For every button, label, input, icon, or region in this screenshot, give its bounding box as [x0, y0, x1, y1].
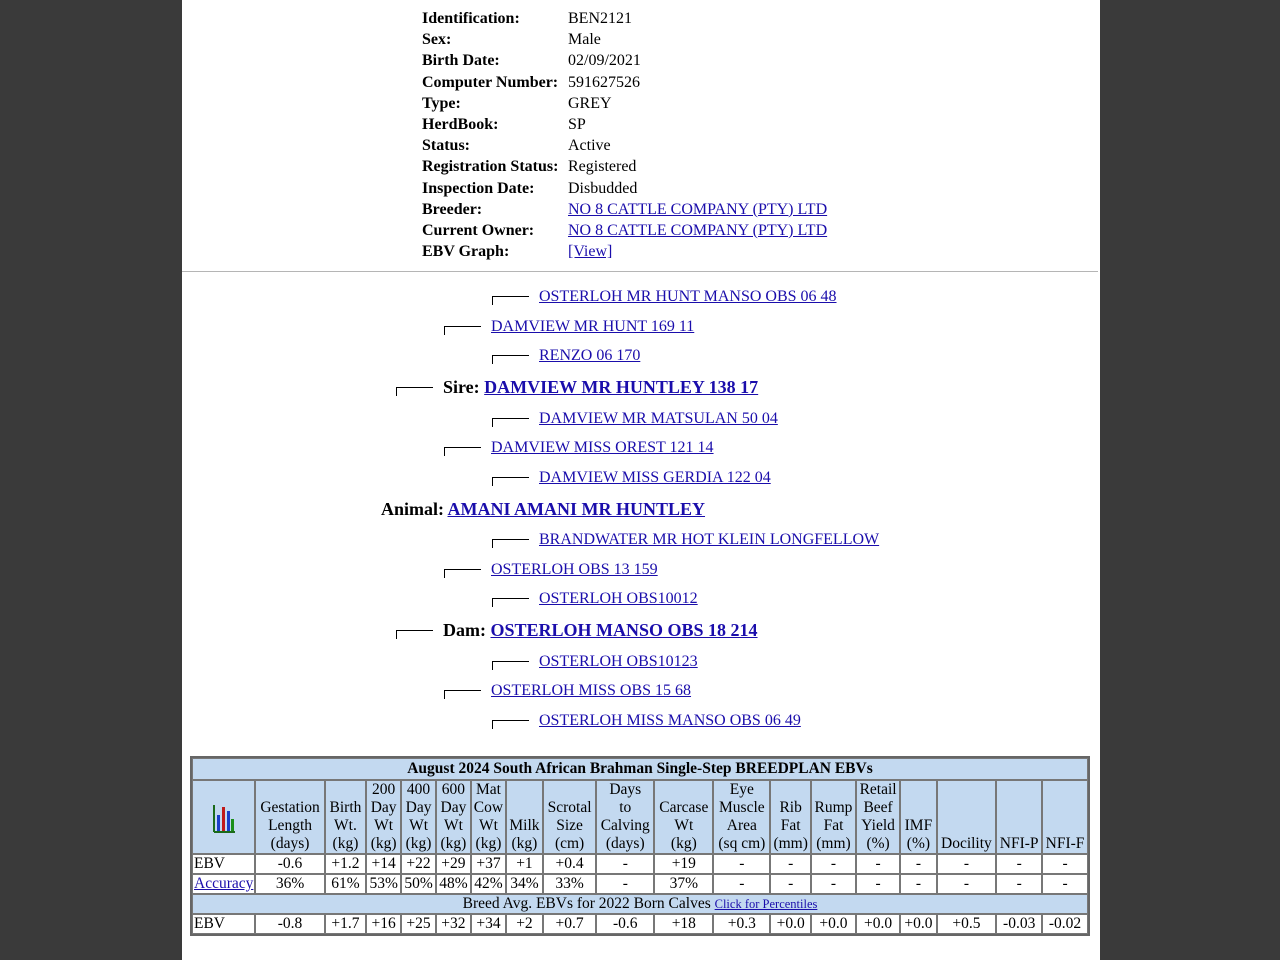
pedigree-connector — [396, 630, 433, 639]
pedigree-connector — [492, 720, 529, 729]
breed-avg-value: -0.6 — [596, 914, 654, 934]
column-header — [325, 780, 366, 854]
column-header-line: NFI-F — [1045, 835, 1085, 852]
breed-avg-value: +0.0 — [900, 914, 936, 934]
column-header-line: (kg) — [405, 835, 432, 852]
detail-label: Computer Number: — [422, 73, 559, 91]
breed-avg-value: +25 — [401, 914, 436, 934]
column-header-line: Docility — [941, 835, 992, 852]
detail-value: 02/09/2021 — [568, 52, 641, 70]
column-header-line: 600 — [441, 781, 466, 798]
pedigree-connector — [492, 661, 529, 670]
column-header — [900, 780, 936, 854]
pedigree-sire — [396, 377, 758, 397]
column-header-line: Cow — [473, 799, 504, 816]
dam-label: Dam: — [443, 620, 486, 640]
pedigree-sire-dam — [444, 438, 714, 458]
animal-details — [422, 8, 827, 262]
ebv-value: - — [937, 854, 997, 874]
detail-label: EBV Graph: — [422, 243, 510, 261]
breed-avg-row-label: EBV — [192, 914, 255, 934]
accuracy-value: 61% — [325, 874, 366, 894]
column-header — [401, 780, 436, 854]
pedigree-sire-sire — [444, 317, 694, 337]
accuracy-value: - — [596, 874, 654, 894]
column-header-line: Area — [726, 817, 757, 834]
detail-value: Disbudded — [568, 179, 638, 197]
column-header-line: Fat — [823, 817, 844, 834]
column-header-line: Days — [609, 781, 642, 798]
pedigree-link[interactable]: DAMVIEW MISS OREST 121 14 — [491, 439, 714, 456]
column-header — [811, 780, 856, 854]
pedigree-dam-sire-dam — [492, 589, 698, 609]
breed-avg-value: +1.7 — [325, 914, 366, 934]
ebv-row — [192, 854, 1088, 874]
column-header-line: Muscle — [719, 799, 765, 816]
accuracy-value: 53% — [366, 874, 401, 894]
pedigree-connector — [492, 477, 529, 486]
ebv-value: +22 — [401, 854, 436, 874]
column-header-line: (kg) — [475, 835, 502, 852]
detail-row — [422, 178, 827, 199]
pedigree-animal — [381, 499, 705, 519]
breed-avg-text: Breed Avg. EBVs for 2022 Born Calves — [462, 895, 711, 912]
column-header-line: Wt — [674, 817, 694, 834]
column-header-line: Rib — [779, 799, 802, 816]
breed-avg-value: -0.02 — [1042, 914, 1088, 934]
detail-row — [422, 199, 827, 220]
page-content — [182, 0, 1100, 960]
column-header-line: (cm) — [554, 835, 585, 852]
column-header-line: (kg) — [511, 835, 538, 852]
breed-avg-value: +0.3 — [713, 914, 770, 934]
column-header — [596, 780, 654, 854]
detail-row — [422, 220, 827, 241]
chart-icon-cell[interactable] — [192, 780, 255, 854]
pedigree-dam-dam-dam — [492, 711, 801, 731]
pedigree-link[interactable]: DAMVIEW MISS GERDIA 122 04 — [539, 469, 771, 486]
ebv-value: +14 — [366, 854, 401, 874]
column-header-line: Yield — [861, 817, 895, 834]
accuracy-value: - — [900, 874, 936, 894]
column-header-line: (mm) — [773, 835, 808, 852]
column-header-line: Retail — [859, 781, 897, 798]
column-header-line: IMF — [904, 817, 933, 834]
pedigree-connector — [444, 447, 481, 456]
ebv-value: +29 — [436, 854, 471, 874]
column-header — [856, 780, 900, 854]
column-header-line: Day — [405, 799, 432, 816]
pedigree-connector — [492, 418, 529, 427]
accuracy-value: - — [996, 874, 1042, 894]
column-header — [436, 780, 471, 854]
accuracy-value: 42% — [471, 874, 506, 894]
column-header-line: (days) — [605, 835, 645, 852]
column-header-line: Carcase — [659, 799, 709, 816]
detail-label: Sex: — [422, 31, 452, 49]
column-header-line: Size — [556, 817, 583, 834]
pedigree-sire-sire-dam — [492, 346, 640, 366]
column-header — [506, 780, 543, 854]
column-header-line: to — [619, 799, 632, 816]
accuracy-value: - — [713, 874, 770, 894]
pedigree-link[interactable]: DAMVIEW MR MATSULAN 50 04 — [539, 410, 778, 427]
column-header-line: Birth — [329, 799, 362, 816]
pedigree-dam-dam-sire — [492, 652, 698, 672]
accuracy-value: - — [770, 874, 811, 894]
ebv-value: +1.2 — [325, 854, 366, 874]
breed-avg-value: +0.5 — [937, 914, 997, 934]
breed-avg-value: +18 — [654, 914, 713, 934]
animal-link[interactable]: AMANI AMANI MR HUNTLEY — [447, 499, 706, 519]
column-header-line: (kg) — [332, 835, 359, 852]
pedigree-connector — [396, 387, 433, 396]
column-header-line: (kg) — [670, 835, 697, 852]
detail-row — [422, 50, 827, 71]
breed-avg-value: -0.03 — [996, 914, 1042, 934]
percentiles-link[interactable]: Click for Percentiles — [714, 897, 818, 911]
column-header-line: 400 — [406, 781, 431, 798]
pedigree-dam — [396, 620, 758, 640]
pedigree-connector — [492, 296, 529, 305]
accuracy-row-label[interactable] — [192, 874, 255, 894]
column-header-line: Mat — [475, 781, 501, 798]
detail-link[interactable]: [View] — [568, 243, 613, 261]
breed-avg-row — [192, 914, 1088, 934]
ebv-value: +37 — [471, 854, 506, 874]
ebv-value: - — [856, 854, 900, 874]
ebv-value: +19 — [654, 854, 713, 874]
breed-avg-caption — [192, 894, 1088, 914]
breed-avg-value: +16 — [366, 914, 401, 934]
column-header — [366, 780, 401, 854]
column-header-line: Length — [268, 817, 312, 834]
column-header — [471, 780, 506, 854]
detail-value: Registered — [568, 158, 637, 176]
pedigree-link[interactable]: OSTERLOH OBS 13 159 — [491, 561, 658, 578]
detail-label: Birth Date: — [422, 52, 500, 70]
breed-avg-caption-row — [192, 894, 1088, 914]
accuracy-value: 34% — [506, 874, 543, 894]
column-header — [713, 780, 770, 854]
ebv-value: -0.6 — [255, 854, 324, 874]
column-header-line: Milk — [509, 817, 540, 834]
column-header-line: Wt — [478, 817, 498, 834]
ebv-value: +1 — [506, 854, 543, 874]
detail-value: BEN2121 — [568, 10, 632, 27]
column-header — [1042, 780, 1088, 854]
breed-avg-value: +0.7 — [543, 914, 597, 934]
pedigree-link[interactable]: OSTERLOH MISS MANSO OBS 06 49 — [539, 712, 801, 729]
ebv-header-row — [192, 780, 1088, 854]
detail-link[interactable]: NO 8 CATTLE COMPANY (PTY) LTD — [568, 200, 828, 218]
column-header-line: Wt — [409, 817, 428, 834]
detail-link[interactable]: NO 8 CATTLE COMPANY (PTY) LTD — [568, 221, 828, 239]
detail-label: Status: — [422, 137, 471, 155]
column-header-line: Scrotal — [547, 799, 592, 816]
detail-label: Registration Status: — [422, 158, 559, 176]
detail-row — [422, 72, 827, 93]
detail-value: 591627526 — [568, 73, 640, 91]
ebv-value: - — [811, 854, 856, 874]
ebv-value: - — [596, 854, 654, 874]
pedigree-link[interactable]: OSTERLOH OBS10012 — [539, 590, 698, 607]
column-header-line: Calving — [600, 817, 650, 834]
detail-value: GREY — [568, 94, 612, 112]
breed-avg-value: +2 — [506, 914, 543, 934]
column-header — [654, 780, 713, 854]
accuracy-value: 37% — [654, 874, 713, 894]
detail-label: Inspection Date: — [422, 179, 535, 197]
column-header-line: Wt — [374, 817, 394, 834]
breed-avg-value: +0.0 — [770, 914, 811, 934]
ebv-row-label: EBV — [192, 854, 255, 874]
pedigree-link[interactable]: RENZO 06 170 — [539, 347, 641, 364]
bar-chart-icon[interactable] — [212, 801, 236, 833]
column-header-line: NFI-P — [999, 835, 1039, 852]
detail-value: SP — [568, 115, 586, 133]
divider — [182, 271, 1098, 272]
accuracy-link[interactable]: Accuracy — [194, 875, 254, 892]
pedigree-connector — [444, 326, 481, 335]
ebv-table — [190, 756, 1090, 936]
pedigree-dam-sire-sire — [492, 530, 879, 550]
column-header-line: Beef — [863, 799, 893, 816]
accuracy-value: - — [856, 874, 900, 894]
column-header-line: Fat — [780, 817, 801, 834]
detail-value: Male — [568, 31, 601, 49]
accuracy-value: 48% — [436, 874, 471, 894]
column-header-line: Rump — [814, 799, 853, 816]
pedigree-connector — [492, 598, 529, 607]
column-header-line: Eye — [729, 781, 754, 798]
pedigree-link[interactable]: OSTERLOH OBS10123 — [539, 653, 698, 670]
dam-link[interactable]: OSTERLOH MANSO OBS 18 214 — [490, 620, 758, 640]
accuracy-value: - — [937, 874, 997, 894]
column-header-line: (kg) — [440, 835, 467, 852]
pedigree-connector — [444, 569, 481, 578]
breed-avg-value: +34 — [471, 914, 506, 934]
column-header-line: (kg) — [370, 835, 397, 852]
detail-label: HerdBook: — [422, 115, 499, 133]
detail-label: Type: — [422, 94, 461, 112]
breed-avg-value: -0.8 — [255, 914, 324, 934]
sire-link[interactable]: DAMVIEW MR HUNTLEY 138 17 — [484, 377, 759, 397]
pedigree-link[interactable]: DAMVIEW MR HUNT 169 11 — [491, 318, 695, 335]
sire-label: Sire: — [443, 377, 480, 397]
ebv-value: - — [900, 854, 936, 874]
column-header-line: 200 — [372, 781, 396, 798]
column-header-line: (days) — [270, 835, 310, 852]
pedigree-link[interactable]: OSTERLOH MISS OBS 15 68 — [491, 682, 692, 699]
pedigree-link[interactable]: BRANDWATER MR HOT KLEIN LONGFELLOW — [539, 531, 880, 548]
ebv-value: +0.4 — [543, 854, 597, 874]
pedigree-link[interactable]: OSTERLOH MR HUNT MANSO OBS 06 48 — [539, 288, 837, 305]
column-header — [996, 780, 1042, 854]
pedigree-sire-sire-sire — [492, 287, 837, 307]
column-header-line: Gestation — [260, 799, 320, 816]
pedigree-connector — [492, 355, 529, 364]
column-header-line: Day — [370, 799, 397, 816]
detail-label: Current Owner: — [422, 221, 535, 239]
ebv-value: - — [1042, 854, 1088, 874]
detail-row — [422, 156, 827, 177]
accuracy-value: - — [1042, 874, 1088, 894]
pedigree-dam-sire — [444, 560, 658, 580]
column-header-line: Wt — [443, 817, 463, 834]
pedigree-sire-dam-dam — [492, 468, 771, 488]
detail-row — [422, 93, 827, 114]
column-header — [543, 780, 597, 854]
pedigree-sire-dam-sire — [492, 409, 778, 429]
breed-avg-value: +0.0 — [811, 914, 856, 934]
column-header-line: Day — [440, 799, 467, 816]
detail-row — [422, 8, 827, 29]
column-header-line: (%) — [906, 835, 931, 852]
detail-row — [422, 29, 827, 50]
ebv-value: - — [996, 854, 1042, 874]
accuracy-value: - — [811, 874, 856, 894]
ebv-value: - — [713, 854, 770, 874]
column-header-line: (sq cm) — [718, 835, 766, 852]
breed-avg-value: +0.0 — [856, 914, 900, 934]
column-header-line: (%) — [866, 835, 890, 852]
ebv-value: - — [770, 854, 811, 874]
accuracy-value: 33% — [543, 874, 597, 894]
pedigree-connector — [444, 690, 481, 699]
pedigree-connector — [492, 539, 529, 548]
detail-label: Breeder: — [422, 200, 483, 218]
accuracy-value: 36% — [255, 874, 324, 894]
column-header — [770, 780, 811, 854]
detail-label: Identification: — [422, 10, 520, 27]
detail-row — [422, 135, 827, 156]
accuracy-value: 50% — [401, 874, 436, 894]
animal-label: Animal: — [381, 499, 444, 519]
detail-row — [422, 114, 827, 135]
accuracy-row — [192, 874, 1088, 894]
breed-avg-value: +32 — [436, 914, 471, 934]
pedigree-dam-dam — [444, 681, 691, 701]
ebv-table-title: August 2024 South African Brahman Single-Step BREEDPLAN EBVs — [192, 758, 1088, 780]
column-header-line: (mm) — [816, 835, 851, 852]
column-header-line: Wt. — [334, 817, 357, 834]
column-header — [937, 780, 997, 854]
detail-value: Active — [568, 137, 611, 155]
detail-row — [422, 241, 827, 262]
column-header — [255, 780, 324, 854]
